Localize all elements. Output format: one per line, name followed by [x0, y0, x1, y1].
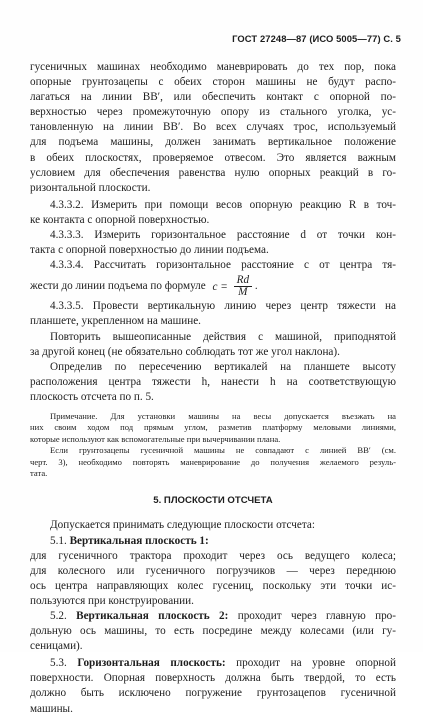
text-line: дольную ось машины, то есть посредине между колесами (или гу- — [30, 625, 396, 638]
formula-numerator: Rd — [234, 275, 252, 287]
text-line: для подъема машины, должен занимать вертикальное положение — [30, 136, 396, 149]
text-line: планшете, укрепленном на машине. — [30, 315, 201, 328]
note-line: тата. — [30, 468, 48, 478]
text-line: гусеничных машинах необходимо маневрировать до тех пор, пока — [30, 61, 396, 73]
text-line: для колесного или гусеничного погрузчиков — через переднюю — [30, 564, 396, 577]
step-4-3-3-3 — [30, 228, 396, 258]
step-4-3-3-4 — [30, 258, 396, 299]
text-line: пользуются при конструировании. — [30, 594, 194, 607]
text-line: сеницами). — [30, 640, 83, 653]
subsection-number: 5.2. — [50, 609, 67, 622]
text-line: расположения центра тяжести h, нанести h на соответствующую — [30, 375, 396, 388]
formula-lead-text: жести до линии подъема по формуле — [30, 280, 206, 293]
text-line: 4.3.3.5. Провести вертикальную линию через центр тяжести на — [50, 300, 396, 313]
text-line: должно быть исключено погружение грунтозацепов гусеничной — [30, 687, 396, 700]
text-line: для гусеничного трактора проходит через ось ведущего колеса; — [30, 549, 396, 562]
text-line: плоскость отсчета по п. 5. — [30, 390, 154, 403]
subsection-title: Горизонтальная плоскость: — [77, 657, 226, 670]
formula-denominator: M — [238, 286, 248, 299]
step-4-3-3-2 — [30, 198, 396, 228]
subsection-text: проходит на уровне опорной — [236, 657, 396, 670]
page-header: ГОСТ 27248—87 (ИСО 5005—77) С. 5 — [232, 33, 401, 44]
text-line: 4.3.3.4. Рассчитать горизонтальное расстояние c от центра тя- — [50, 259, 396, 272]
text-line: Повторить вышеописанные действия с машиной, приподнятой — [50, 330, 396, 343]
subsection-5-3-heading — [30, 656, 396, 671]
note-line: которые используют как вспомогательные при вычерчивании плана. — [30, 433, 281, 444]
note-block — [30, 411, 396, 479]
section-title: 5. ПЛОСКОСТИ ОТСЧЕТА — [153, 495, 273, 507]
determine-paragraph — [30, 360, 396, 405]
subsection-title: Вертикальная плоскость 2: — [76, 609, 229, 622]
text-line: опорные грунтозацепы с обеих сторон машины не будут распо- — [30, 76, 396, 89]
text-line: ось центра направляющих колес гусениц, поскольку эти точки ис- — [30, 579, 396, 592]
text-line: 4.3.3.2. Измерить при помощи весов опорную реакцию R в точ- — [50, 198, 396, 211]
repeat-paragraph — [30, 330, 396, 360]
formula-fraction — [234, 275, 252, 298]
subsection-5-1-heading — [30, 534, 396, 549]
subsection-number: 5.3. — [50, 657, 67, 670]
text-line: ке контакта с опорной поверхностью. — [30, 213, 210, 226]
note-line: Если грунтозацепы гусеничной машины не совпадают с линией BB′ (см. — [50, 445, 396, 456]
subsection-number: 5.1. — [50, 534, 67, 547]
text-line: поверхности. Опорная поверхность должна быть твердой, то есть — [30, 672, 396, 685]
subsection-title: Вертикальная плоскость 1: — [69, 534, 209, 547]
formula-tail: . — [254, 280, 258, 293]
section-5-body — [30, 518, 396, 716]
text-line: ризонтальной плоскости. — [30, 181, 151, 194]
subsection-5-2-heading — [30, 609, 396, 624]
page-content — [30, 60, 396, 717]
note-line: них своим ходом под прямым углом, разметив платформу меловыми линиями, — [30, 422, 396, 433]
text-line: за другой конец (не обязательно соблюдать тот же угол наклона). — [30, 345, 340, 358]
step-4-3-3-5 — [30, 299, 396, 329]
text-line: такта с опорной поверхностью до линии подъема. — [30, 244, 269, 257]
text-line: Определив по пересечению вертикалей на планшете высоту — [50, 360, 396, 373]
text-line: в обеих плоскостях, проверяемое отвесом. Это является важным — [30, 151, 396, 164]
text-line: лагаться на линии BB′, или обеспечить контакт с опорной по- — [30, 91, 396, 104]
intro-paragraph — [30, 60, 396, 196]
note-line: Примечание. Для установки машины на весы допускается въезжать на — [50, 410, 396, 421]
formula-lhs: c = — [212, 280, 228, 293]
formula-line — [30, 273, 396, 299]
text-line: Допускается принимать следующие плоскости отсчета: — [50, 519, 315, 532]
text-line: верхностью через промежуточную опору из стального уголка, ус- — [30, 106, 396, 119]
subsection-text: проходит через главную про- — [237, 609, 396, 622]
text-line: машины. — [30, 702, 73, 715]
text-line: тановленную на линии BB′. Во всех случаях трос, используемый — [30, 121, 396, 134]
text-line: условием для обеспечения равенства нулю опорных реакций в го- — [30, 166, 396, 179]
text-line: 4.3.3.3. Измерить горизонтальное расстояние d от точки кон- — [50, 229, 396, 242]
note-line: черт. 3), необходимо повторять маневрирование до получения желаемого резуль- — [30, 456, 396, 467]
